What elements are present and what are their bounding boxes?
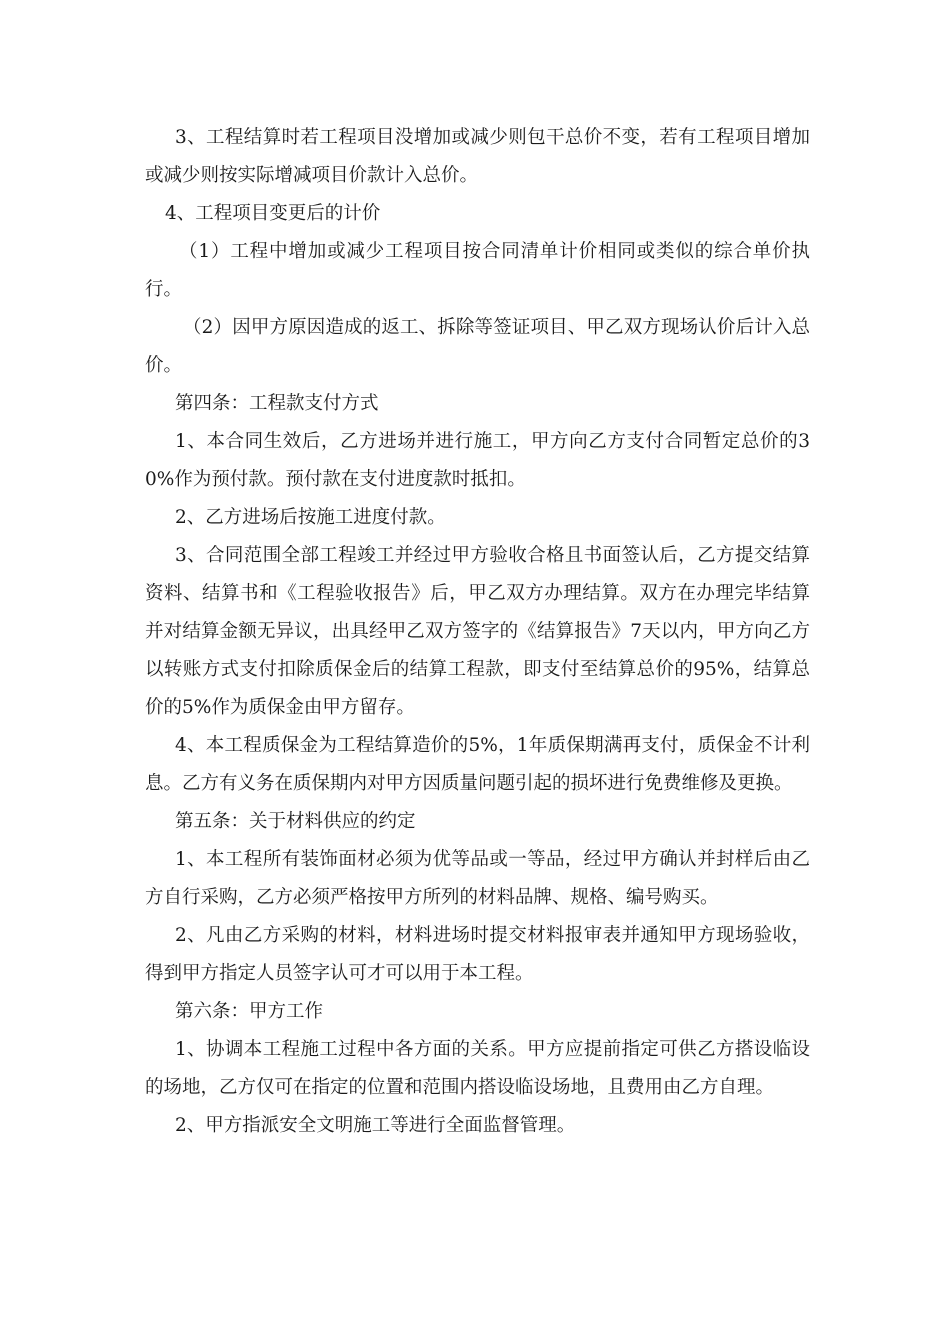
clause-4-heading: 4、工程项目变更后的计价 [165, 203, 381, 224]
article-5-item-2: 2、凡由乙方采购的材料，材料进场时提交材料报审表并通知甲方现场验收，得到甲方指定人员签字认可才可以用于本工程。 [145, 925, 810, 984]
clause-4-item-1: （1）工程中增加或减少工程项目按合同清单计价相同或类似的综合单价执行。 [145, 241, 810, 300]
article-4-item-2: 2、乙方进场后按施工进度付款。 [175, 507, 446, 528]
article-4-item-4: 4、本工程质保金为工程结算造价的5%，1年质保期满再支付，质保金不计利息。乙方有义务在质保期内对甲方因质量问题引起的损坏进行免费维修及更换。 [145, 735, 810, 794]
clause-4-item-2: （2）因甲方原因造成的返工、拆除等签证项目、甲乙双方现场认价后计入总价。 [145, 317, 810, 376]
clause-3-settlement: 3、工程结算时若工程项目没增加或减少则包干总价不变，若有工程项目增加或减少则按实际增减项目价款计入总价。 [145, 127, 810, 186]
article-6-item-2: 2、甲方指派安全文明施工等进行全面监督管理。 [175, 1115, 576, 1136]
article-6-item-1: 1、协调本工程施工过程中各方面的关系。甲方应提前指定可供乙方搭设临设的场地，乙方仅可在指定的位置和范围内搭设临设场地，且费用由乙方自理。 [145, 1039, 810, 1098]
article-4-item-3: 3、合同范围全部工程竣工并经过甲方验收合格且书面签认后，乙方提交结算资料、结算书和《工程验收报告》后，甲乙双方办理结算。双方在办理完毕结算并对结算金额无异议，出具经甲乙双方签字的《结算报告》7天以内，甲方向乙方以转账方式支付扣除质保金后的结算工程款，即支付至结算总价的95%，结算总价的5%作为质保金由甲方留存。 [145, 545, 810, 718]
article-4-item-1: 1、本合同生效后，乙方进场并进行施工，甲方向乙方支付合同暂定总价的30%作为预付款。预付款在支付进度款时抵扣。 [145, 431, 810, 490]
article-5-item-1: 1、本工程所有装饰面材必须为优等品或一等品，经过甲方确认并封样后由乙方自行采购，乙方必须严格按甲方所列的材料品牌、规格、编号购买。 [145, 849, 810, 908]
article-5-heading: 第五条：关于材料供应的约定 [175, 811, 416, 832]
article-6-heading: 第六条：甲方工作 [175, 1001, 324, 1022]
article-4-heading: 第四条：工程款支付方式 [175, 393, 379, 414]
document-body [145, 119, 810, 1145]
